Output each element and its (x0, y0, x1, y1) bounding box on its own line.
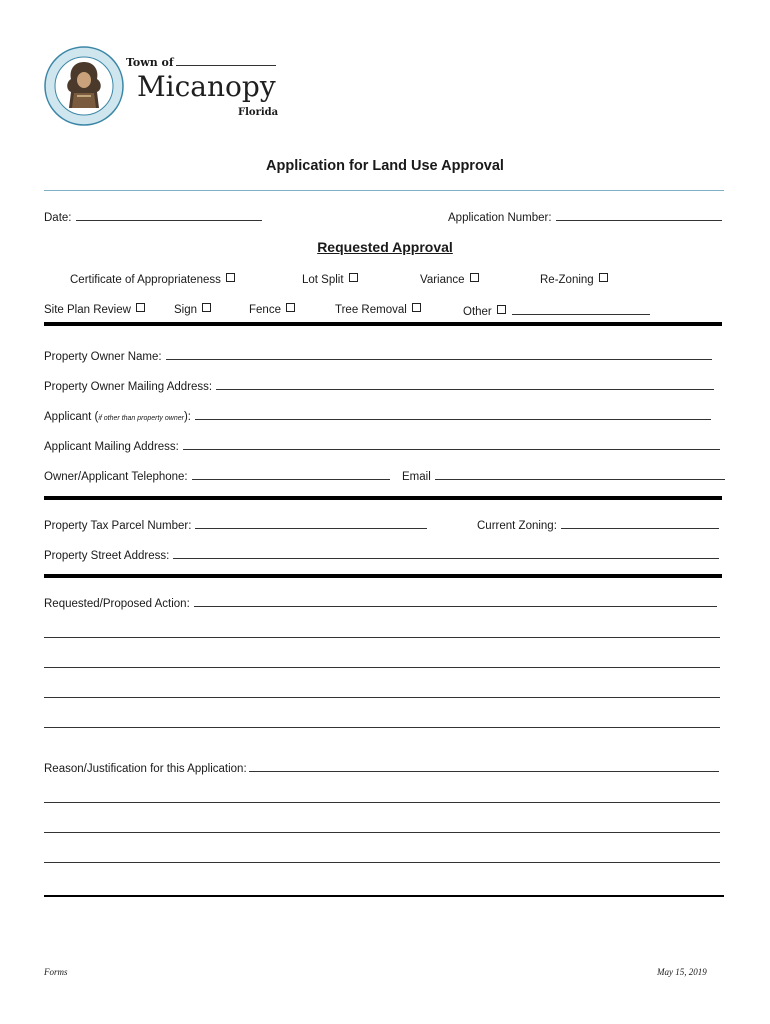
applicant-field[interactable]: Applicant (if other than property owner): (44, 408, 711, 423)
tax-parcel-field[interactable]: Property Tax Parcel Number: (44, 517, 427, 532)
checkbox-icon (136, 303, 145, 312)
checkbox-icon (286, 303, 295, 312)
section-divider (44, 322, 722, 326)
reason-line[interactable] (44, 802, 720, 803)
street-address-field[interactable]: Property Street Address: (44, 547, 719, 562)
checkbox-lot-split[interactable]: Lot Split (302, 273, 358, 286)
checkbox-variance[interactable]: Variance (420, 273, 479, 286)
town-name: Micanopy (137, 70, 276, 103)
section-divider (44, 574, 722, 578)
checkbox-tree-removal[interactable]: Tree Removal (335, 303, 421, 316)
checkbox-icon (226, 273, 235, 282)
property-owner-mailing-field[interactable]: Property Owner Mailing Address: (44, 378, 714, 393)
current-zoning-field[interactable]: Current Zoning: (477, 517, 719, 532)
checkbox-sign[interactable]: Sign (174, 303, 211, 316)
requested-action-line[interactable] (44, 637, 720, 638)
checkbox-other[interactable]: Other (463, 303, 650, 318)
email-field[interactable]: Email (402, 468, 725, 483)
checkbox-icon (412, 303, 421, 312)
applicant-mailing-field[interactable]: Applicant Mailing Address: (44, 438, 720, 453)
property-owner-name-field[interactable]: Property Owner Name: (44, 348, 712, 363)
requested-action-line[interactable] (44, 667, 720, 668)
checkbox-icon (599, 273, 608, 282)
checkbox-icon (202, 303, 211, 312)
footer-date: May 15, 2019 (657, 967, 707, 977)
application-number-field[interactable]: Application Number: (448, 209, 722, 224)
town-seal-logo (44, 46, 124, 126)
reason-line[interactable] (44, 832, 720, 833)
checkbox-site-plan-review[interactable]: Site Plan Review (44, 303, 145, 316)
form-title: Application for Land Use Approval (266, 158, 504, 174)
checkbox-icon (349, 273, 358, 282)
requested-action-line[interactable] (44, 697, 720, 698)
title-divider (44, 190, 724, 191)
bottom-divider (44, 895, 724, 897)
checkbox-re-zoning[interactable]: Re-Zoning (540, 273, 608, 286)
town-of-label: Town of (126, 54, 276, 69)
reason-field[interactable]: Reason/Justification for this Application: (44, 760, 719, 775)
telephone-field[interactable]: Owner/Applicant Telephone: (44, 468, 390, 483)
footer-left: Forms (44, 967, 68, 977)
date-field[interactable]: Date: (44, 209, 262, 224)
requested-approval-heading: Requested Approval (317, 239, 453, 255)
checkbox-fence[interactable]: Fence (249, 303, 295, 316)
section-divider (44, 496, 722, 500)
checkbox-icon (497, 305, 506, 314)
requested-action-field[interactable]: Requested/Proposed Action: (44, 595, 717, 610)
reason-line[interactable] (44, 862, 720, 863)
requested-action-line[interactable] (44, 727, 720, 728)
state-name: Florida (238, 107, 279, 118)
checkbox-icon (470, 273, 479, 282)
checkbox-certificate-of-appropriateness[interactable]: Certificate of Appropriateness (70, 273, 235, 286)
